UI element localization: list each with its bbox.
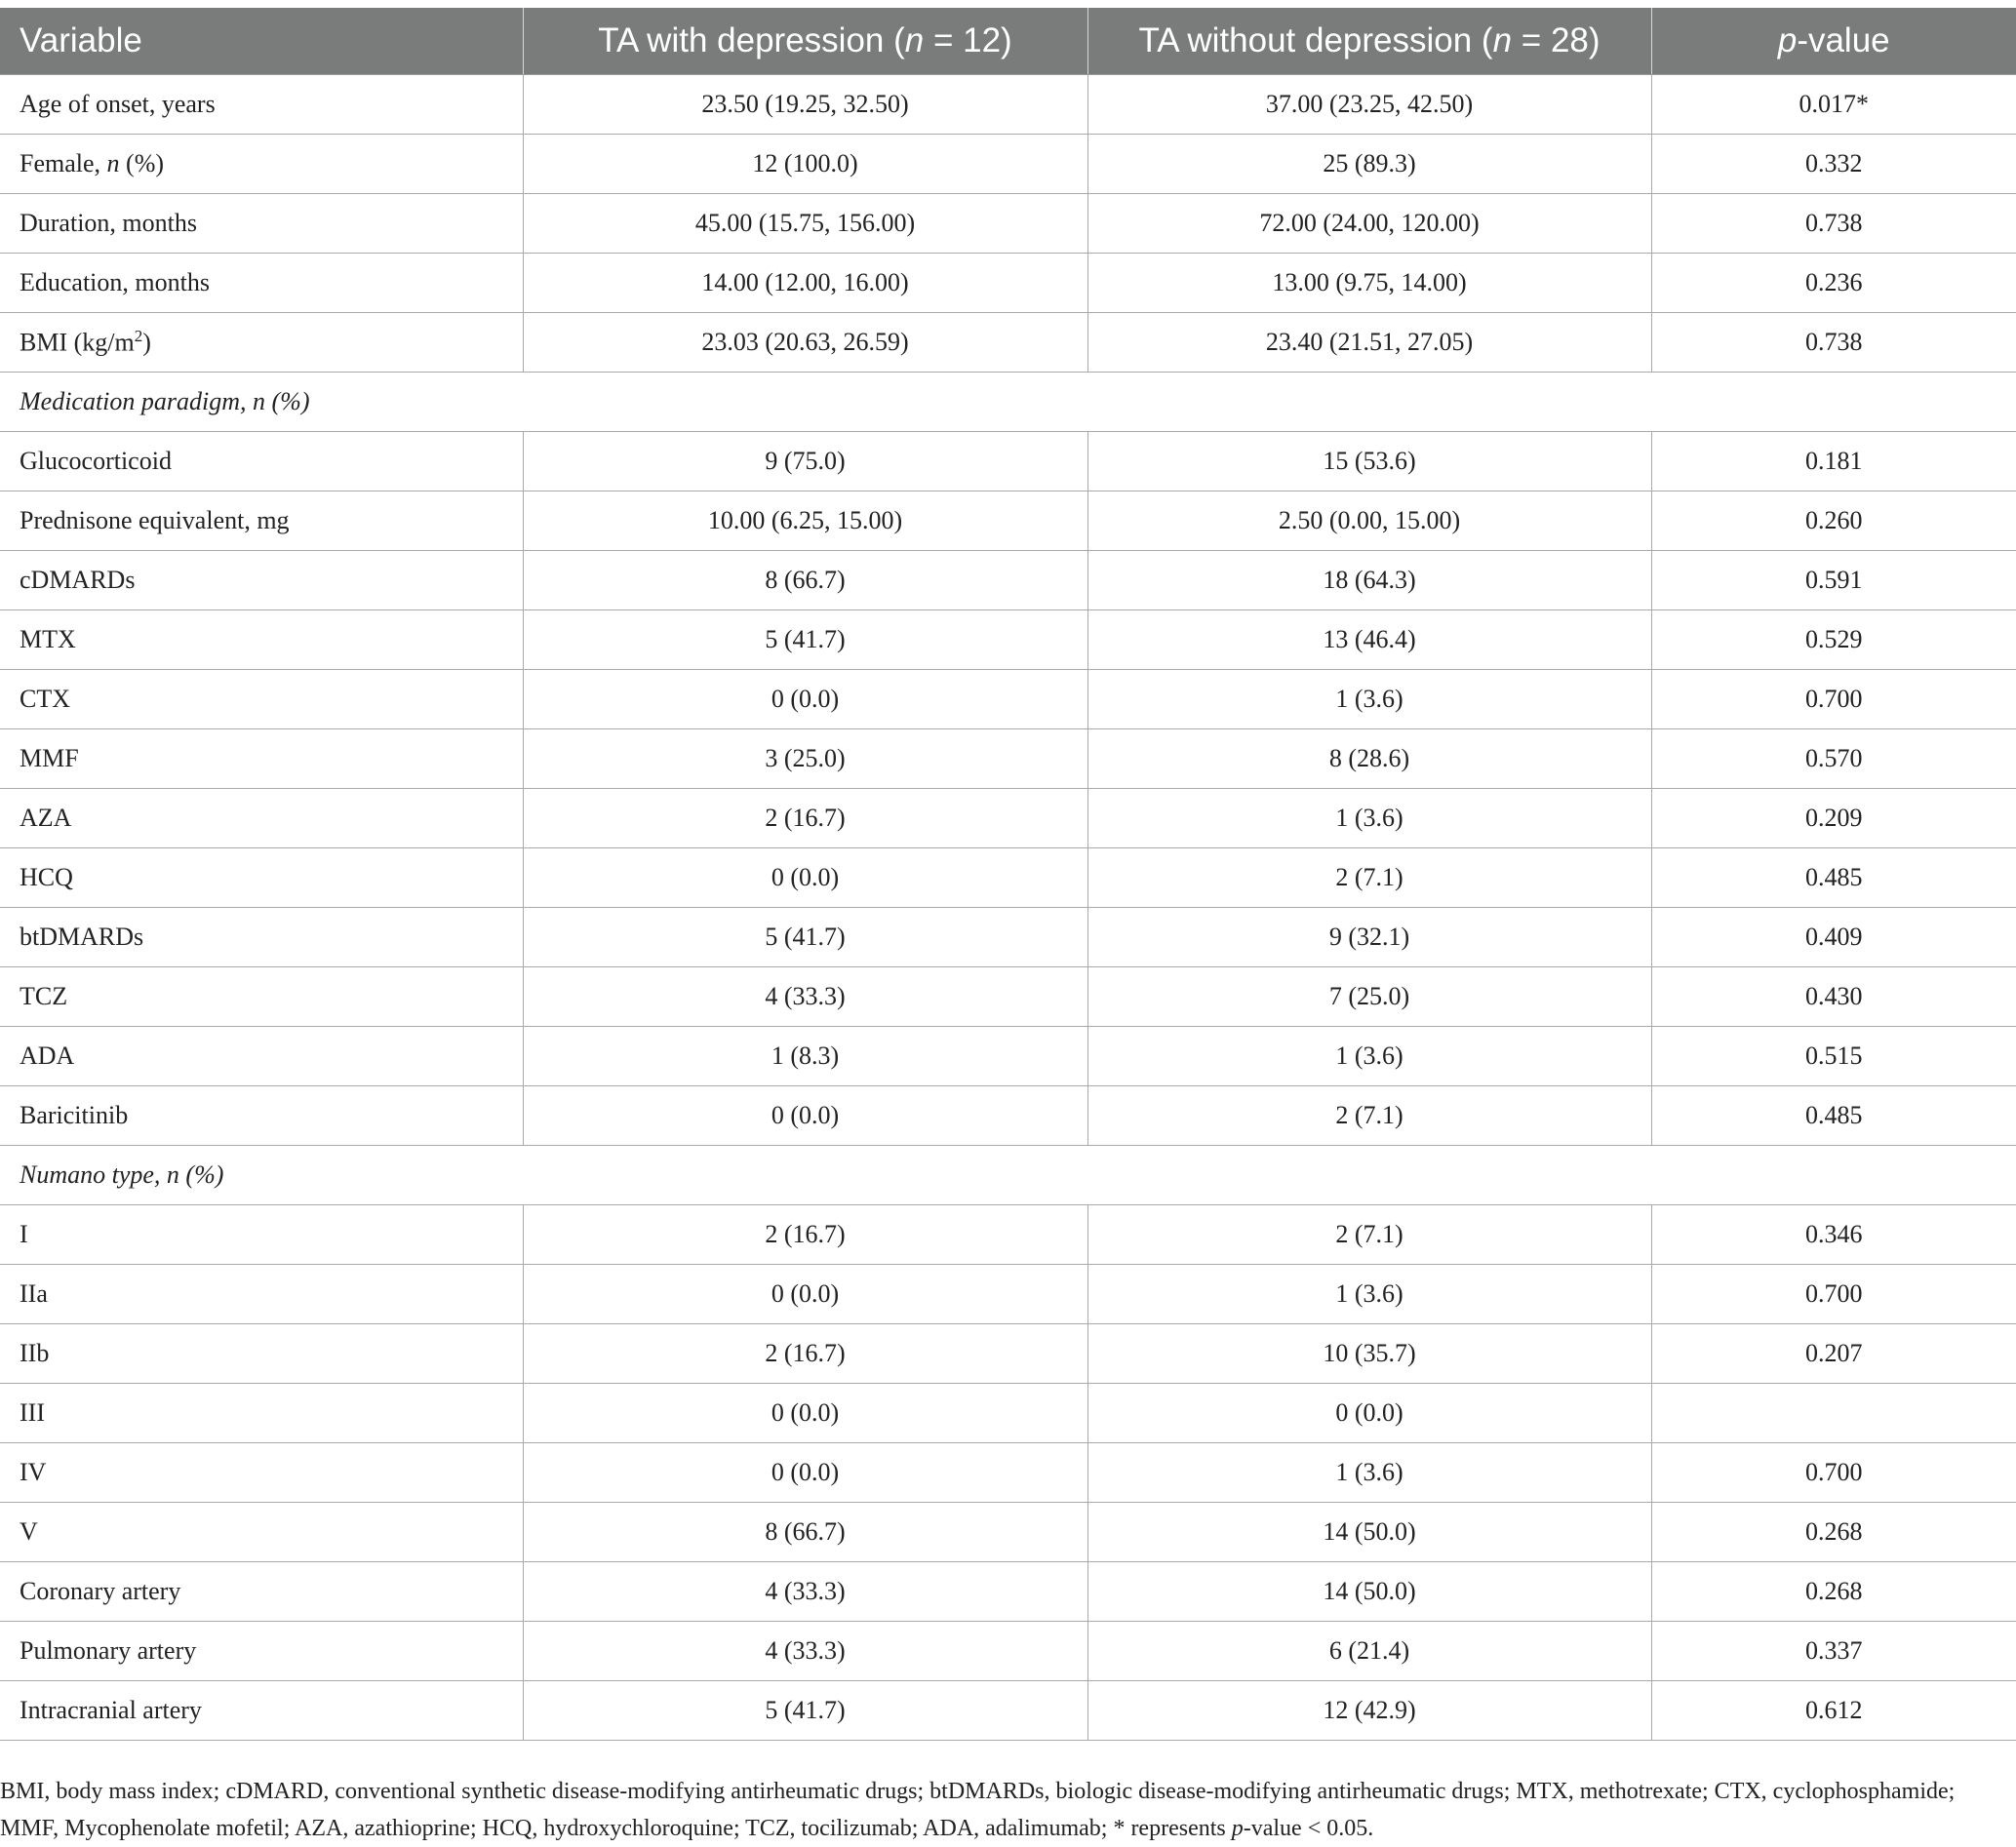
table-row — [0, 1027, 2016, 1086]
cell-p-value: 0.181 — [1651, 432, 2016, 491]
table-row — [0, 1562, 2016, 1622]
table-row — [0, 432, 2016, 491]
cell-ta-without-depression: 2 (7.1) — [1087, 1205, 1651, 1265]
cell-ta-without-depression: 37.00 (23.25, 42.50) — [1087, 75, 1651, 135]
cell-p-value: 0.738 — [1651, 194, 2016, 254]
header-ta-with-depression — [523, 8, 1087, 75]
cell-ta-with-depression: 0 (0.0) — [523, 1443, 1087, 1503]
table-row — [0, 1205, 2016, 1265]
cell-ta-without-depression: 7 (25.0) — [1087, 967, 1651, 1027]
cell-ta-with-depression: 14.00 (12.00, 16.00) — [523, 254, 1087, 313]
section-label: Medication paradigm, n (%) — [0, 373, 2016, 432]
cell-ta-without-depression: 6 (21.4) — [1087, 1622, 1651, 1681]
data-table — [0, 8, 2016, 1741]
cell-variable — [0, 135, 523, 194]
cell-p-value: 0.700 — [1651, 1443, 2016, 1503]
cell-variable: I — [0, 1205, 523, 1265]
cell-p-value: 0.738 — [1651, 313, 2016, 373]
cell-ta-with-depression: 23.50 (19.25, 32.50) — [523, 75, 1087, 135]
cell-variable: Coronary artery — [0, 1562, 523, 1622]
table-row — [0, 729, 2016, 789]
cell-variable-superscript: 2 — [134, 327, 143, 346]
cell-ta-without-depression: 2.50 (0.00, 15.00) — [1087, 491, 1651, 551]
cell-variable-prefix: Female, — [20, 149, 107, 177]
cell-p-value: 0.332 — [1651, 135, 2016, 194]
table-row — [0, 491, 2016, 551]
table-row — [0, 1622, 2016, 1681]
cell-variable: Education, months — [0, 254, 523, 313]
cell-variable-suffix: ) — [142, 328, 151, 357]
cell-p-value: 0.612 — [1651, 1681, 2016, 1741]
cell-variable-prefix: BMI (kg/m — [20, 328, 135, 357]
header-p-value — [1651, 8, 2016, 75]
cell-p-value: 0.485 — [1651, 1086, 2016, 1146]
table-row — [0, 1265, 2016, 1324]
table-row — [0, 254, 2016, 313]
cell-ta-with-depression: 0 (0.0) — [523, 1384, 1087, 1443]
table-row — [0, 670, 2016, 729]
section-row — [0, 1146, 2016, 1205]
header-ta-with-depression-suffix: = 12) — [924, 21, 1012, 59]
cell-variable: Glucocorticoid — [0, 432, 523, 491]
cell-ta-without-depression: 72.00 (24.00, 120.00) — [1087, 194, 1651, 254]
cell-ta-with-depression: 0 (0.0) — [523, 1086, 1087, 1146]
header-ta-without-depression-prefix: TA without depression ( — [1138, 21, 1493, 59]
section-row — [0, 373, 2016, 432]
cell-ta-without-depression: 15 (53.6) — [1087, 432, 1651, 491]
cell-p-value: 0.700 — [1651, 670, 2016, 729]
cell-variable: btDMARDs — [0, 908, 523, 967]
cell-variable: Prednisone equivalent, mg — [0, 491, 523, 551]
cell-ta-with-depression: 12 (100.0) — [523, 135, 1087, 194]
cell-ta-without-depression: 1 (3.6) — [1087, 1027, 1651, 1086]
cell-p-value: 0.591 — [1651, 551, 2016, 610]
table-row — [0, 313, 2016, 373]
cell-ta-without-depression: 1 (3.6) — [1087, 789, 1651, 848]
cell-p-value: 0.700 — [1651, 1265, 2016, 1324]
header-p-value-suffix: -value — [1797, 21, 1890, 59]
header-row — [0, 8, 2016, 75]
cell-variable: Age of onset, years — [0, 75, 523, 135]
table-row — [0, 1086, 2016, 1146]
cell-variable: AZA — [0, 789, 523, 848]
cell-ta-without-depression: 8 (28.6) — [1087, 729, 1651, 789]
cell-ta-without-depression: 14 (50.0) — [1087, 1562, 1651, 1622]
cell-p-value: 0.236 — [1651, 254, 2016, 313]
table-row — [0, 1681, 2016, 1741]
table-header — [0, 8, 2016, 75]
table-body — [0, 75, 2016, 1741]
cell-ta-without-depression: 1 (3.6) — [1087, 1265, 1651, 1324]
cell-p-value: 0.430 — [1651, 967, 2016, 1027]
cell-ta-without-depression: 2 (7.1) — [1087, 848, 1651, 908]
cell-p-value: 0.409 — [1651, 908, 2016, 967]
cell-ta-without-depression: 25 (89.3) — [1087, 135, 1651, 194]
table-row — [0, 135, 2016, 194]
cell-variable: V — [0, 1503, 523, 1562]
table-row — [0, 967, 2016, 1027]
cell-p-value: 0.268 — [1651, 1503, 2016, 1562]
table-row — [0, 1443, 2016, 1503]
table-row — [0, 848, 2016, 908]
header-p-value-p: p — [1777, 21, 1798, 59]
header-ta-without-depression — [1087, 8, 1651, 75]
cell-ta-with-depression: 9 (75.0) — [523, 432, 1087, 491]
table-container — [0, 8, 2016, 1741]
cell-ta-with-depression: 0 (0.0) — [523, 1265, 1087, 1324]
cell-p-value: 0.485 — [1651, 848, 2016, 908]
cell-ta-with-depression: 8 (66.7) — [523, 1503, 1087, 1562]
cell-variable-italic: n — [106, 149, 120, 177]
cell-p-value: 0.515 — [1651, 1027, 2016, 1086]
cell-ta-with-depression: 2 (16.7) — [523, 1205, 1087, 1265]
cell-ta-without-depression: 23.40 (21.51, 27.05) — [1087, 313, 1651, 373]
header-ta-without-depression-n: n — [1492, 21, 1513, 59]
cell-p-value: 0.260 — [1651, 491, 2016, 551]
cell-variable: IIa — [0, 1265, 523, 1324]
cell-ta-with-depression: 8 (66.7) — [523, 551, 1087, 610]
cell-ta-without-depression: 18 (64.3) — [1087, 551, 1651, 610]
cell-variable: cDMARDs — [0, 551, 523, 610]
cell-variable: Baricitinib — [0, 1086, 523, 1146]
cell-ta-without-depression: 0 (0.0) — [1087, 1384, 1651, 1443]
table-footnote — [0, 1773, 1999, 1847]
cell-ta-without-depression: 13.00 (9.75, 14.00) — [1087, 254, 1651, 313]
cell-ta-with-depression: 2 (16.7) — [523, 789, 1087, 848]
table-row — [0, 1384, 2016, 1443]
cell-ta-with-depression: 0 (0.0) — [523, 848, 1087, 908]
cell-ta-with-depression: 4 (33.3) — [523, 1562, 1087, 1622]
cell-variable: III — [0, 1384, 523, 1443]
header-ta-with-depression-n: n — [904, 21, 925, 59]
cell-ta-with-depression: 5 (41.7) — [523, 908, 1087, 967]
cell-ta-with-depression: 3 (25.0) — [523, 729, 1087, 789]
cell-variable: MTX — [0, 610, 523, 670]
cell-variable: CTX — [0, 670, 523, 729]
cell-p-value: 0.268 — [1651, 1562, 2016, 1622]
cell-ta-with-depression: 4 (33.3) — [523, 967, 1087, 1027]
cell-p-value: 0.346 — [1651, 1205, 2016, 1265]
cell-p-value: 0.570 — [1651, 729, 2016, 789]
table-row — [0, 75, 2016, 135]
cell-p-value: 0.209 — [1651, 789, 2016, 848]
cell-variable: MMF — [0, 729, 523, 789]
table-row — [0, 551, 2016, 610]
cell-ta-with-depression: 10.00 (6.25, 15.00) — [523, 491, 1087, 551]
cell-ta-with-depression: 2 (16.7) — [523, 1324, 1087, 1384]
cell-ta-without-depression: 13 (46.4) — [1087, 610, 1651, 670]
cell-p-value: 0.337 — [1651, 1622, 2016, 1681]
cell-variable: HCQ — [0, 848, 523, 908]
cell-ta-with-depression: 1 (8.3) — [523, 1027, 1087, 1086]
cell-variable-suffix: (%) — [119, 149, 165, 177]
cell-ta-without-depression: 1 (3.6) — [1087, 670, 1651, 729]
cell-p-value: 0.207 — [1651, 1324, 2016, 1384]
cell-ta-with-depression: 4 (33.3) — [523, 1622, 1087, 1681]
cell-ta-without-depression: 10 (35.7) — [1087, 1324, 1651, 1384]
cell-p-value: 0.017* — [1651, 75, 2016, 135]
table-row — [0, 908, 2016, 967]
cell-ta-without-depression: 9 (32.1) — [1087, 908, 1651, 967]
cell-ta-without-depression: 14 (50.0) — [1087, 1503, 1651, 1562]
header-ta-with-depression-prefix: TA with depression ( — [598, 21, 905, 59]
cell-variable: IIb — [0, 1324, 523, 1384]
cell-variable: Pulmonary artery — [0, 1622, 523, 1681]
cell-variable — [0, 313, 523, 373]
cell-ta-with-depression: 5 (41.7) — [523, 610, 1087, 670]
footnote-text-before: BMI, body mass index; cDMARD, conventional synthetic disease-modifying antirheumatic drugs; btDMARDs, biologic disease-modifying antirheumatic drugs; MTX, methotrexate; CTX, cyclophosphamide; MMF, Mycophenolate mofetil; AZA, azathioprine; HCQ, hydroxychloroquine; TCZ, tocilizumab; ADA, adalimumab; * represents — [0, 1779, 1956, 1841]
cell-ta-with-depression: 23.03 (20.63, 26.59) — [523, 313, 1087, 373]
header-ta-without-depression-suffix: = 28) — [1512, 21, 1601, 59]
cell-ta-without-depression: 2 (7.1) — [1087, 1086, 1651, 1146]
cell-variable: Duration, months — [0, 194, 523, 254]
cell-variable: ADA — [0, 1027, 523, 1086]
section-label: Numano type, n (%) — [0, 1146, 2016, 1205]
table-row — [0, 194, 2016, 254]
cell-variable: Intracranial artery — [0, 1681, 523, 1741]
footnote-italic-p: p — [1231, 1816, 1244, 1841]
cell-ta-with-depression: 0 (0.0) — [523, 670, 1087, 729]
table-row — [0, 789, 2016, 848]
cell-ta-with-depression: 5 (41.7) — [523, 1681, 1087, 1741]
cell-p-value: 0.529 — [1651, 610, 2016, 670]
header-variable: Variable — [0, 8, 523, 75]
cell-p-value — [1651, 1384, 2016, 1443]
cell-variable: TCZ — [0, 967, 523, 1027]
cell-ta-without-depression: 1 (3.6) — [1087, 1443, 1651, 1503]
table-row — [0, 1324, 2016, 1384]
cell-variable: IV — [0, 1443, 523, 1503]
table-row — [0, 610, 2016, 670]
cell-ta-without-depression: 12 (42.9) — [1087, 1681, 1651, 1741]
cell-ta-with-depression: 45.00 (15.75, 156.00) — [523, 194, 1087, 254]
table-row — [0, 1503, 2016, 1562]
footnote-text-after: -value < 0.05. — [1243, 1816, 1374, 1841]
